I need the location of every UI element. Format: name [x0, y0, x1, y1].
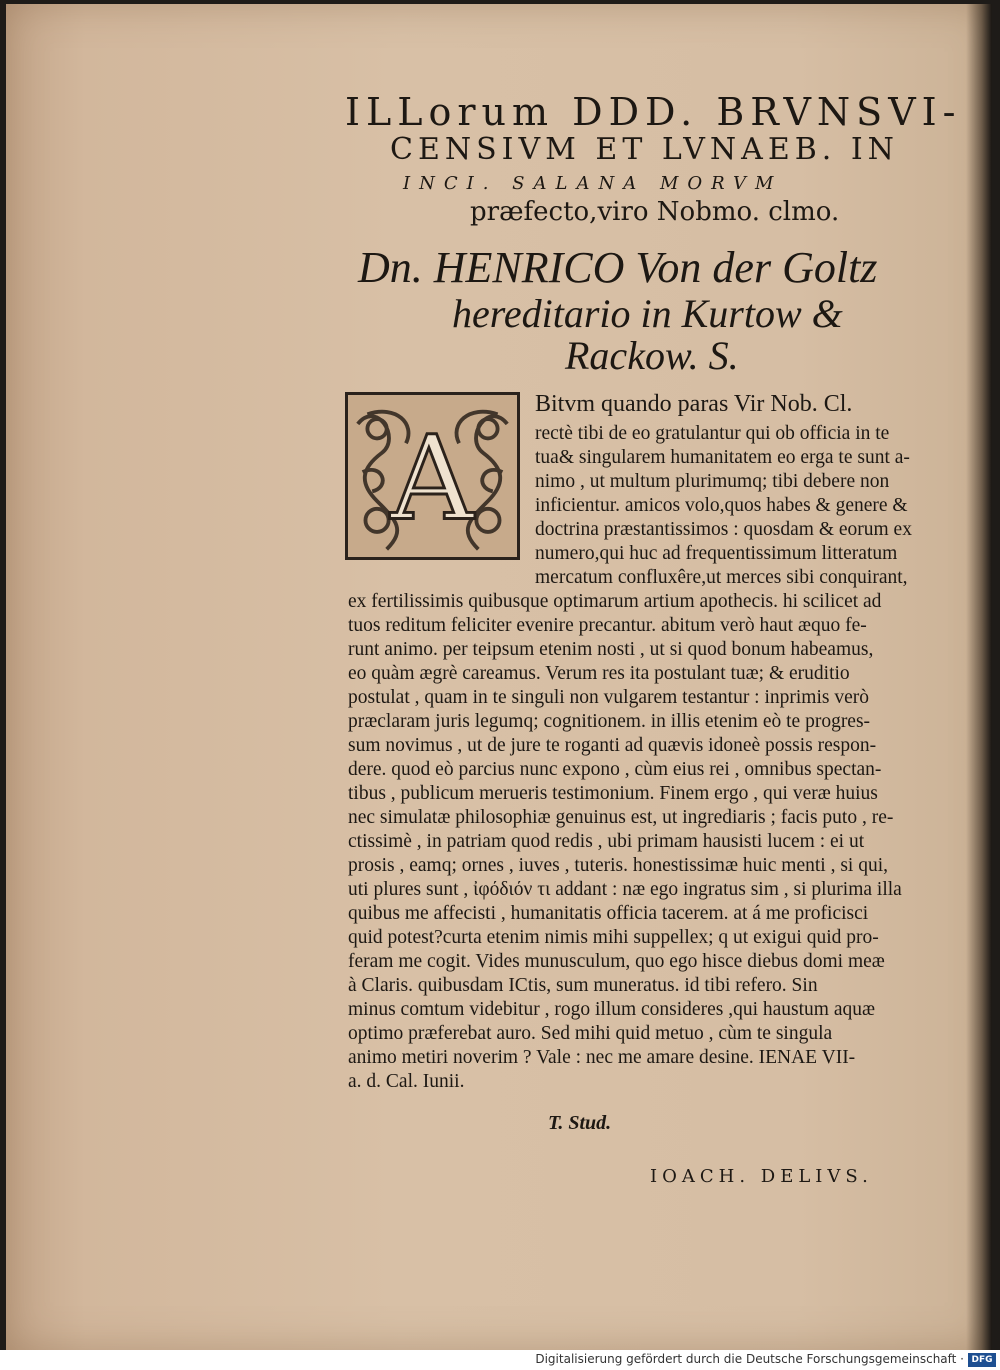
body-line: tuos reditum feliciter evenire precantur. abitum verò haut æquo fe- — [348, 615, 867, 636]
dfg-logo-icon: DFG — [968, 1353, 996, 1367]
body-line: doctrina præstantissimos : quosdam & eorum ex — [535, 519, 912, 540]
body-line: runt animo. per teipsum etenim nosti , ut si quod bonum habeamus, — [348, 639, 874, 660]
body-line: prosis , eamq; ornes , iuves , tuteris. honestissimæ huic menti , si qui, — [348, 855, 889, 876]
footer-credit: Digitalisierung gefördert durch die Deutsche Forschungsgemeinschaft · — [535, 1352, 964, 1366]
body-line: præclaram juris legumq; cognitionem. in illis etenim eò te progres- — [348, 711, 871, 732]
body-line: uti plures sunt , ἰφόδιόν τι addant : næ ego ingratus sim , si plurima illa — [348, 879, 902, 900]
page-edge-shadow — [966, 4, 992, 1350]
body-line: optimo præferebat auro. Sed mihi quid metuo , cùm te singula — [348, 1023, 833, 1044]
body-line: tibus , publicum merueris testimonium. Finem ergo , qui veræ huius — [348, 783, 878, 804]
body-line: eo quàm ægrè careamus. Verum res ita postulant tuæ; & eruditio — [348, 663, 850, 684]
footer-bar — [0, 1350, 1000, 1370]
body-line: a. d. Cal. Iunii. — [348, 1071, 465, 1092]
body-line: mercatum confluxêre,ut merces sibi conquirant, — [535, 567, 908, 588]
ornamental-initial-icon — [348, 395, 517, 557]
addressee-name: Dn. HENRICO Von der Goltz — [358, 243, 878, 292]
closing-t-stud: T. Stud. — [548, 1112, 612, 1134]
addressee-title: hereditario in Kurtow & — [452, 291, 843, 336]
body-line: à Claris. quibusdam ICtis, sum muneratus. id tibi refero. Sin — [348, 975, 818, 996]
body-line: Bitvm quando paras Vir Nob. Cl. — [535, 391, 853, 417]
body-line: quibus me affecisti , humanitatis officia tacerem. at á me proficisci — [348, 903, 869, 924]
body-line: ctissimè , in patriam quod redis , ubi primam hausisti lucem : ei ut — [348, 831, 865, 852]
body-line: rectè tibi de eo gratulantur qui ob officia in te — [535, 423, 890, 444]
body-line: minus comtum videbitur , rogo illum consideres ,qui haustum aquæ — [348, 999, 875, 1020]
body-line: dere. quod eò parcius nunc expono , cùm eius rei , omnibus spectan- — [348, 759, 882, 780]
signature: IOACH. DELIVS. — [650, 1166, 873, 1187]
body-line: postulat , quam in te singuli non vulgarem testantur : inprimis verò — [348, 687, 870, 708]
body-line: feram me cogit. Vides munusculum, quo ego hisce diebus domi meæ — [348, 951, 885, 972]
heading-line-1: ILLorum DDD. BRVNSVI- — [345, 90, 962, 134]
body-line: inficientur. amicos volo,quos habes & genere & — [535, 495, 908, 516]
svg-text:A: A — [390, 412, 474, 547]
body-line: tua& singularem humanitatem eo erga te sunt a- — [535, 447, 910, 468]
body-line: numero,qui huc ad frequentissimum litteratum — [535, 543, 898, 564]
body-line: ex fertilissimis quibusque optimarum artium apothecis. hi scilicet ad — [348, 591, 882, 612]
ornamental-initial — [345, 392, 520, 560]
addressee-place: Rackow. S. — [565, 333, 739, 378]
body-line: animo metiri noverim ? Vale : nec me amare desine. IENAE VII- — [348, 1047, 856, 1068]
body-line: nec simulatæ philosophiæ genuinus est, ut ingrediaris ; facis puto , re- — [348, 807, 894, 828]
heading-line-3: INCI. SALANA MORVM — [403, 173, 783, 194]
body-line: sum novimus , ut de jure te roganti ad quævis idoneè possis respon- — [348, 735, 877, 756]
body-line: nimo , ut multum plurimumq; tibi debere non — [535, 471, 890, 492]
heading-line-4: præfecto,viro Nobmo. clmo. — [470, 197, 840, 227]
body-line: quid potest?curta etenim nimis mihi suppellex; q ut exigui quid pro- — [348, 927, 879, 948]
heading-line-2: CENSIVM ET LVNAEB. IN — [390, 132, 899, 167]
